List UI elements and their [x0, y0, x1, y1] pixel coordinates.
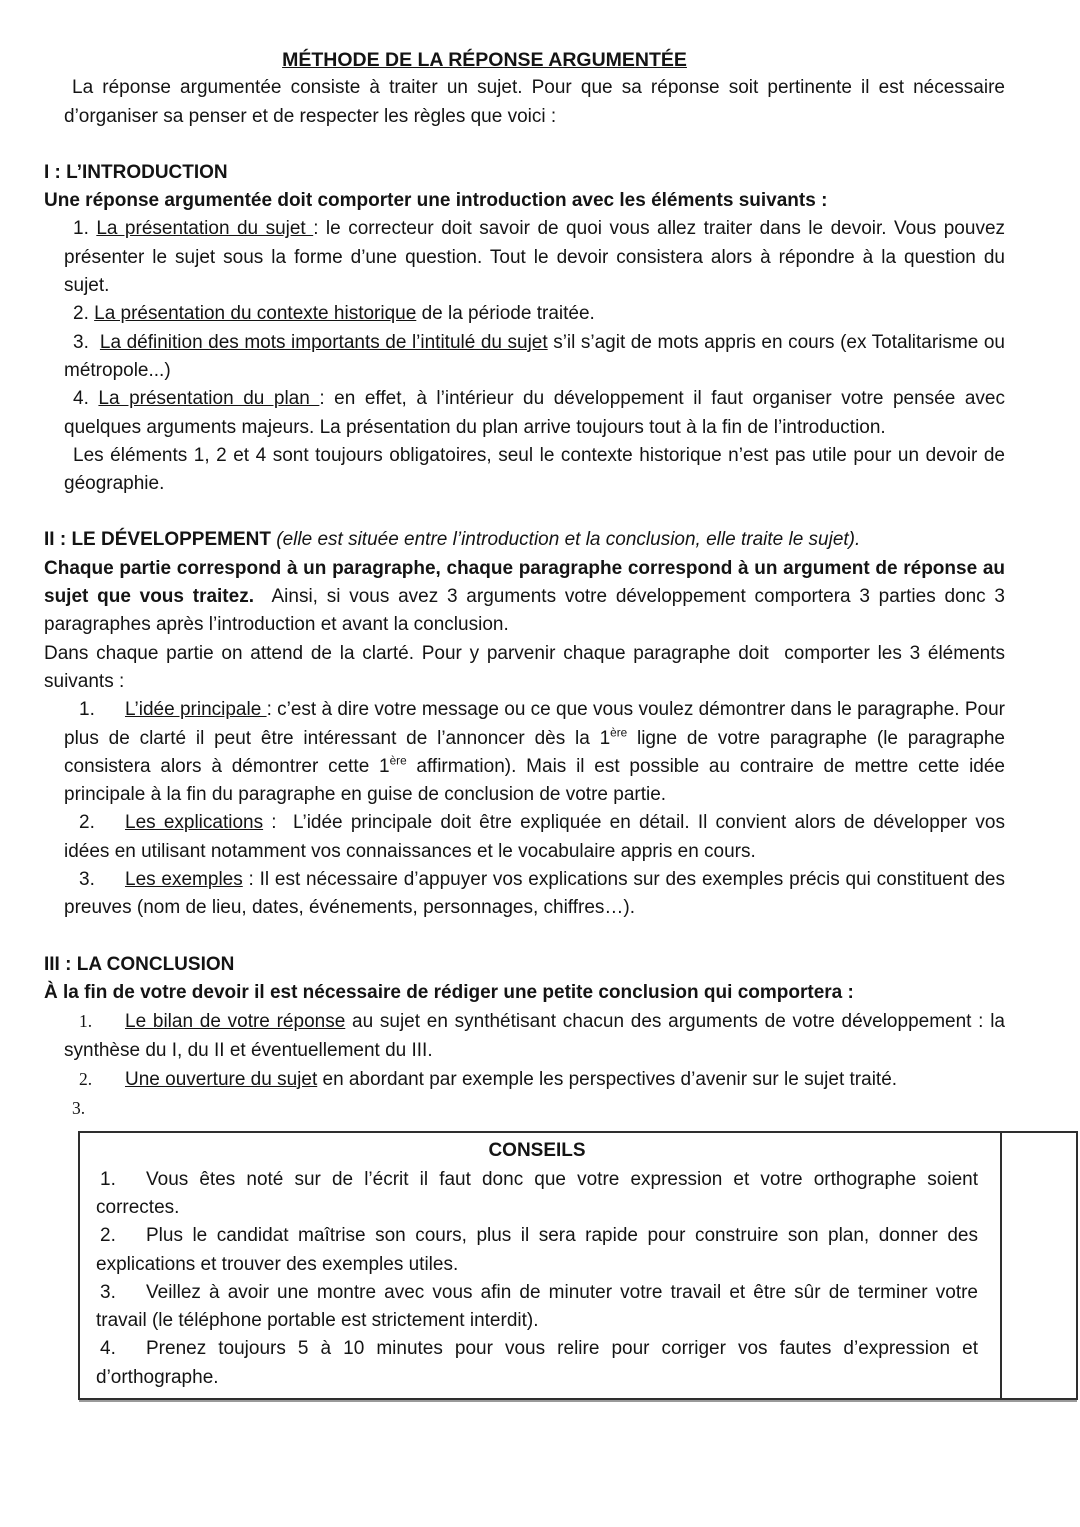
section-2-heading-note: (elle est située entre l’introduction et la conclusion, elle traite le sujet).: [270, 529, 861, 551]
item-text: : le correcteur doit savoir de quoi vous allez traiter dans le devoir. Vous pouvez présenter le sujet sous la forme d’une question. Tout le devoir consistera alors à répondre à la question du sujet.: [64, 218, 1006, 297]
ordinal-superscript: ère: [389, 754, 407, 768]
section-3-heading: III : LA CONCLUSION: [44, 953, 235, 975]
list-number: 2.: [100, 1225, 116, 1247]
item-text: en abordant par exemple les perspectives d’avenir sur le sujet traité.: [317, 1068, 898, 1090]
conseils-item: [96, 1222, 978, 1279]
section-introduction: [44, 159, 1005, 499]
list-number: 2.: [79, 1068, 93, 1089]
list-item: [72, 1094, 1005, 1123]
item-text: : Il est nécessaire d’appuyer vos explications sur des exemples précis qui constituent des preuves (nom de lieu, dates, événements, personnages, chiffres…).: [64, 869, 1005, 919]
list-number: 1.: [79, 1011, 93, 1032]
conseils-box: [78, 1131, 1078, 1400]
list-number: 1.: [79, 699, 95, 721]
item-title: Le bilan de votre réponse: [125, 1011, 346, 1033]
section-2-lead-bold: Chaque partie correspond à un paragraphe, chaque paragraphe correspond à un argument de réponse au sujet que vous traitez.: [44, 557, 1005, 608]
list-item: [64, 215, 1005, 300]
item-title: L’idée principale: [125, 699, 267, 721]
section-1-note: Les éléments 1, 2 et 4 sont toujours obligatoires, seul le contexte historique n’est pas utile pour un devoir de géographie.: [64, 444, 1005, 495]
conseils-empty-cell: [1002, 1133, 1076, 1398]
item-text: Prenez toujours 5 à 10 minutes pour vous relire pour corriger vos fautes d’expression et d’orthographe.: [96, 1338, 978, 1388]
list-number: 3.: [100, 1281, 116, 1303]
intro-paragraph: La réponse argumentée consiste à traiter un sujet. Pour que sa réponse soit pertinente il est nécessaire d’organiser sa penser et de respecter les règles que voici :: [64, 77, 1005, 127]
list-item: [64, 300, 1005, 328]
item-title: La présentation du sujet: [96, 218, 314, 240]
item-text: Veillez à avoir une montre avec vous afin de minuter votre travail et être sûr de terminer votre travail (le téléphone portable est strictement interdit).: [96, 1281, 978, 1332]
conseils-item: [96, 1335, 978, 1392]
item-text: au sujet en synthétisant chacun des arguments de votre développement : la synthèse du I, du II et éventuellement du III.: [64, 1011, 1005, 1061]
section-conclusion: [44, 951, 1005, 1124]
item-text: ligne de votre paragraphe (le paragraphe consistera alors à démontrer cette 1: [64, 727, 1005, 777]
item-title: Une ouverture du sujet: [125, 1068, 318, 1090]
conseils-title: CONSEILS: [488, 1140, 586, 1162]
section-2-lead-rest: Ainsi, si vous avez 3 arguments votre développement comportera 3 parties donc 3 paragraphes après l’introduction et avant la conclusion.: [44, 586, 1005, 636]
list-item: [64, 1007, 1005, 1065]
conseils-item: [96, 1279, 978, 1336]
list-number: 4.: [100, 1338, 116, 1360]
list-number: 2.: [73, 303, 95, 325]
item-text: s’il s’agit de mots appris en cours (ex Totalitarisme ou métropole...): [64, 331, 1005, 381]
section-2-heading: [44, 526, 1005, 554]
section-developpement: [44, 526, 1005, 922]
list-item: [64, 866, 1005, 923]
list-number: 3.: [79, 869, 95, 891]
item-title: Les exemples: [125, 869, 243, 891]
list-number: 2.: [79, 812, 95, 834]
ordinal-superscript: ère: [610, 726, 628, 740]
item-text: : L’idée principale doit être expliquée en détail. Il convient alors de développer vos idées en utilisant notamment vos connaissances et le vocabulaire appris en cours.: [64, 812, 1005, 862]
list-number: 4.: [73, 388, 99, 410]
item-text: : en effet, à l’intérieur du développement il faut organiser votre pensée avec quelques arguments majeurs. La présentation du plan arrive toujours tout à la fin de l’introduction.: [64, 388, 1006, 438]
item-title: La présentation du plan: [98, 388, 320, 410]
section-1-heading: I : L’INTRODUCTION: [44, 161, 228, 183]
item-title: Les explications: [125, 812, 264, 834]
list-number: 3.: [72, 1098, 86, 1119]
item-text: affirmation). Mais il est possible au contraire de mettre cette idée principale à la fin du paragraphe en guise de conclusion de votre partie.: [64, 755, 1005, 806]
list-item: [64, 385, 1005, 442]
list-number: 3.: [73, 331, 100, 353]
list-number: 1.: [100, 1168, 116, 1190]
list-item: [64, 329, 1005, 386]
item-title: La définition des mots importants de l’intitulé du sujet: [99, 331, 548, 353]
item-text: : c’est à dire votre message ou ce que vous voulez démontrer dans le paragraphe. Pour plus de clarté il peut être intéressant de l’annoncer dès la 1: [64, 699, 1005, 749]
item-text: Vous êtes noté sur de l’écrit il faut donc que votre expression et votre orthographe soient correctes.: [96, 1168, 978, 1218]
section-2-paragraph: Dans chaque partie on attend de la clarté. Pour y parvenir chaque paragraphe doit comporter les 3 éléments suivants :: [44, 642, 1005, 692]
item-title: La présentation du contexte historique: [94, 303, 417, 325]
section-2-lead: [44, 555, 1005, 640]
list-item: [64, 696, 1005, 809]
item-text: de la période traitée.: [416, 303, 595, 325]
conseils-content-cell: [80, 1133, 1002, 1398]
list-item: [64, 809, 1005, 866]
section-2-heading-bold: II : LE DÉVELOPPEMENT: [44, 529, 271, 551]
section-3-lead: À la fin de votre devoir il est nécessaire de rédiger une petite conclusion qui comportera :: [44, 981, 854, 1003]
list-item: [64, 1065, 1005, 1094]
section-1-lead: Une réponse argumentée doit comporter une introduction avec les éléments suivants :: [44, 190, 828, 212]
document-title: MÉTHODE DE LA RÉPONSE ARGUMENTÉE: [282, 49, 687, 71]
conseils-item: [96, 1166, 978, 1223]
item-text: Plus le candidat maîtrise son cours, plus il sera rapide pour construire son plan, donner des explications et trouver des exemples utiles.: [96, 1225, 978, 1275]
list-number: 1.: [73, 218, 97, 240]
